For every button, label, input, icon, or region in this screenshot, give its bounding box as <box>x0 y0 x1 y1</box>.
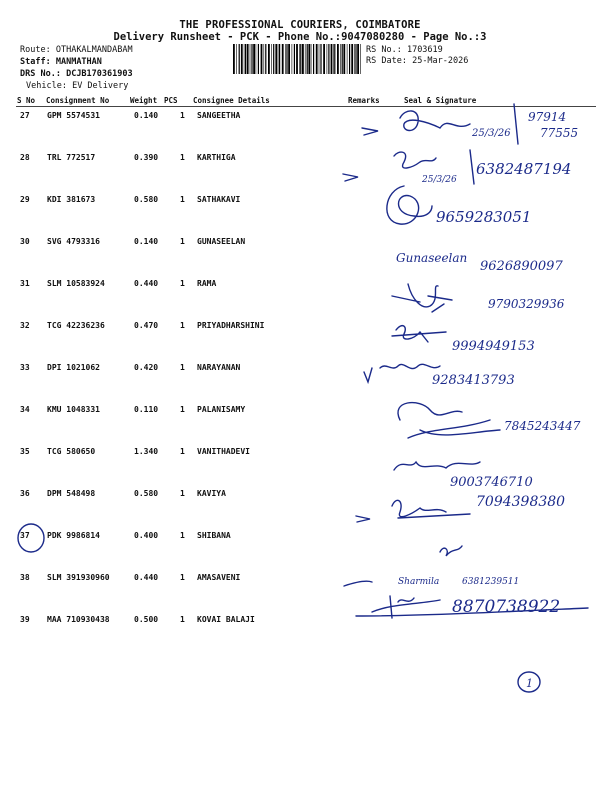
cell-sno: 39 <box>20 615 30 624</box>
arrow-mark-38 <box>344 581 372 586</box>
barcode-bar <box>311 44 312 74</box>
cell-pcs: 1 <box>180 447 185 456</box>
barcode-bar <box>264 44 265 74</box>
barcode-bar <box>340 44 341 74</box>
barcode-bar <box>337 44 339 74</box>
divider-28 <box>470 150 474 184</box>
signature-35 <box>394 462 480 470</box>
barcode-bar <box>299 44 300 74</box>
barcode-bar <box>355 44 356 74</box>
barcode-bar <box>333 44 334 74</box>
cell-sno: 31 <box>20 279 30 288</box>
signature-28 <box>394 152 436 168</box>
arrow-mark-28 <box>343 174 358 181</box>
barcode-bar <box>241 44 243 74</box>
signature-29 <box>387 186 432 224</box>
barcode-bar <box>282 44 284 74</box>
col-pcs: PCS <box>164 96 178 105</box>
barcode-bar <box>294 44 295 74</box>
cell-sno: 30 <box>20 237 30 246</box>
signature-36 <box>392 500 470 518</box>
cell-weight: 0.140 <box>134 237 159 246</box>
barcode-bar <box>279 44 280 74</box>
hw-38-name: Sharmila <box>398 577 440 587</box>
barcode-bar <box>307 44 308 74</box>
cell-pcs: 1 <box>180 405 185 414</box>
cell-pcs: 1 <box>180 153 185 162</box>
cell-sno: 37 <box>20 531 30 540</box>
company-title: THE PROFESSIONAL COURIERS, COIMBATORE <box>179 19 421 31</box>
cell-sno: 35 <box>20 447 30 456</box>
col-seal: Seal & Signature <box>404 96 477 105</box>
barcode-bar <box>292 44 293 74</box>
hw-29-phone: 9659283051 <box>436 208 532 226</box>
cell-consignee: RAMA <box>197 279 217 288</box>
barcode-bar <box>334 44 335 74</box>
cell-consignment: SLM 391930960 <box>47 573 110 582</box>
barcode-bar <box>320 44 321 74</box>
tick-mark-33 <box>364 368 372 382</box>
barcode-bar <box>308 44 310 74</box>
barcode-bar <box>233 44 235 74</box>
cell-sno: 32 <box>20 321 30 330</box>
barcode-bar <box>286 44 287 74</box>
cell-sno: 36 <box>20 489 30 498</box>
cell-consignment: TCG 42236236 <box>47 321 105 330</box>
cell-consignee: PRIYADHARSHINI <box>197 321 265 330</box>
cell-consignee: GUNASEELAN <box>197 237 246 246</box>
cell-sno: 28 <box>20 153 30 162</box>
barcode-bar <box>273 44 274 74</box>
cell-weight: 0.400 <box>134 531 159 540</box>
hw-32-phone: 9994949153 <box>452 339 535 354</box>
rs-date-label: RS Date: <box>366 56 407 66</box>
barcode-bar <box>351 44 353 74</box>
barcode-bar <box>319 44 320 74</box>
hw-30-phone: 9626890097 <box>480 259 563 274</box>
hw-36-phone: 7094398380 <box>476 494 566 510</box>
barcode-bar <box>354 44 355 74</box>
barcode-bar <box>349 44 350 74</box>
signature-27 <box>400 111 470 131</box>
cell-weight: 1.340 <box>134 447 159 456</box>
cell-pcs: 1 <box>180 363 185 372</box>
rs-date-value: 25-Mar-2026 <box>412 56 469 66</box>
signature-37 <box>440 546 462 556</box>
cell-consignee: SHIBANA <box>197 531 231 540</box>
page-mark-circle <box>518 672 540 692</box>
underline-38 <box>356 608 588 616</box>
barcode-bar <box>296 44 298 74</box>
cell-weight: 0.390 <box>134 153 159 162</box>
barcode-bar <box>265 44 266 74</box>
cell-sno: 34 <box>20 405 30 414</box>
hw-31-phone: 9790329936 <box>488 297 565 311</box>
staff-label: Staff: <box>20 57 51 67</box>
cell-consignment: KDI 381673 <box>47 195 96 204</box>
vehicle-value: EV Delivery <box>72 81 129 91</box>
barcode-bar <box>328 44 329 74</box>
cell-weight: 0.580 <box>134 489 159 498</box>
barcode-bar <box>268 44 270 74</box>
cell-consignment: SVG 4793316 <box>47 237 100 246</box>
cell-pcs: 1 <box>180 573 185 582</box>
cell-consignee: KARTHIGA <box>197 153 236 162</box>
cell-consignment: MAA 710930438 <box>47 615 110 624</box>
cell-consignee: VANITHADEVI <box>197 447 250 456</box>
signature-32 <box>392 326 446 342</box>
cell-pcs: 1 <box>180 279 185 288</box>
hw-27-date: 25/3/26 <box>472 128 511 139</box>
barcode-bar <box>360 44 361 74</box>
barcode-bar <box>327 44 328 74</box>
col-consignee: Consignee Details <box>193 96 270 105</box>
hw-30-name: Gunaseelan <box>396 251 468 265</box>
cell-consignment: DPI 1021062 <box>47 363 100 372</box>
barcode-bar <box>244 44 245 74</box>
cell-consignment: GPM 5574531 <box>47 111 100 120</box>
barcode-bar <box>313 44 314 74</box>
cell-consignee: NARAYANAN <box>197 363 241 372</box>
hw-27-phone-a: 97914 <box>528 110 567 124</box>
cell-pcs: 1 <box>180 531 185 540</box>
cell-pcs: 1 <box>180 195 185 204</box>
barcode-bar <box>253 44 255 74</box>
cell-sno: 29 <box>20 195 30 204</box>
cell-consignment: TCG 580650 <box>47 447 96 456</box>
rs-date-line <box>366 56 468 67</box>
cell-consignee: SATHAKAVI <box>197 195 241 204</box>
hw-27-phone-b: 77555 <box>540 126 579 140</box>
cell-weight: 0.500 <box>134 615 159 624</box>
barcode-image <box>233 44 361 74</box>
barcode-bar <box>302 44 304 74</box>
cell-weight: 0.470 <box>134 321 159 330</box>
barcode-bar <box>342 44 343 74</box>
hw-28-date: 25/3/26 <box>422 175 457 185</box>
route-value: OTHAKALMANDABAM <box>55 45 133 55</box>
barcode-bar <box>316 44 318 74</box>
cell-weight: 0.580 <box>134 195 159 204</box>
hw-38-phone-small: 6381239511 <box>462 577 520 587</box>
barcode-bar <box>347 44 348 74</box>
cell-consignment: DPM 548498 <box>47 489 96 498</box>
drs-value: DCJB170361903 <box>66 69 133 79</box>
hw-28-phone: 6382487194 <box>476 160 572 178</box>
cell-pcs: 1 <box>180 237 185 246</box>
barcode-bar <box>323 44 325 74</box>
header-rule <box>16 106 596 107</box>
cell-consignment: SLM 10583924 <box>47 279 105 288</box>
rs-info <box>366 45 468 67</box>
barcode-bar <box>331 44 333 74</box>
hw-34-phone: 7845243447 <box>504 419 581 433</box>
col-consignment: Consignment No <box>46 96 110 105</box>
barcode-bar <box>261 44 263 74</box>
barcode-bar <box>343 44 345 74</box>
hw-35-phone: 9003746710 <box>450 475 533 490</box>
cell-weight: 0.440 <box>134 279 159 288</box>
cell-pcs: 1 <box>180 321 185 330</box>
divider-27 <box>514 104 518 144</box>
barcode-bar <box>251 44 252 74</box>
drs-line <box>20 69 133 80</box>
arrow-mark-36 <box>356 516 370 522</box>
barcode-bar <box>250 44 251 74</box>
signature-34 <box>398 403 500 438</box>
barcode-bar <box>258 44 259 74</box>
col-weight: Weight <box>130 96 158 105</box>
col-sno: S No <box>17 96 36 105</box>
barcode-bar <box>271 44 272 74</box>
signature-31 <box>392 284 452 312</box>
barcode-bar <box>245 44 246 74</box>
signature-33 <box>380 364 440 368</box>
barcode-bar <box>288 44 290 74</box>
cell-weight: 0.420 <box>134 363 159 372</box>
hw-page-mark: 1 <box>526 677 533 690</box>
cell-pcs: 1 <box>180 111 185 120</box>
cell-consignee: KAVIYA <box>197 489 226 498</box>
cell-consignment: KMU 1048331 <box>47 405 100 414</box>
barcode-bar <box>236 44 237 74</box>
rs-no-label: RS No.: <box>366 45 402 55</box>
route-label: Route: <box>20 45 51 55</box>
hw-33-phone: 9283413793 <box>432 373 515 388</box>
cell-consignment: PDK 9986814 <box>47 531 100 540</box>
route-line <box>20 45 133 56</box>
staff-line <box>20 57 102 68</box>
barcode-bar <box>256 44 257 74</box>
barcode-bar <box>247 44 249 74</box>
rs-no-value: 1703619 <box>406 45 443 55</box>
signature-38 <box>372 596 440 618</box>
barcode-bar <box>357 44 359 74</box>
staff-value: MANMATHAN <box>55 57 102 67</box>
rs-no-line <box>366 45 468 56</box>
cell-pcs: 1 <box>180 615 185 624</box>
vehicle-line <box>26 81 128 92</box>
barcode-bar <box>300 44 301 74</box>
cell-consignee: PALANISAMY <box>197 405 246 414</box>
cell-pcs: 1 <box>180 489 185 498</box>
col-remarks: Remarks <box>348 96 380 105</box>
cell-weight: 0.110 <box>134 405 159 414</box>
cell-weight: 0.440 <box>134 573 159 582</box>
barcode-bar <box>275 44 277 74</box>
cell-consignment: TRL 772517 <box>47 153 96 162</box>
cell-consignee: SANGEETHA <box>197 111 241 120</box>
cell-weight: 0.140 <box>134 111 159 120</box>
cell-consignee: AMASAVENI <box>197 573 241 582</box>
cell-sno: 33 <box>20 363 30 372</box>
drs-label: DRS No.: <box>20 69 61 79</box>
hw-38-phone-large: 8870738922 <box>452 597 561 617</box>
barcode-bar <box>285 44 286 74</box>
cell-sno: 27 <box>20 111 30 120</box>
arrow-mark-27 <box>362 128 378 135</box>
runsheet-subtitle: Delivery Runsheet - PCK - Phone No.:9047080280 - Page No.:3 <box>113 31 487 43</box>
barcode-bar <box>239 44 240 74</box>
cell-consignee: KOVAI BALAJI <box>197 615 255 624</box>
barcode-bar <box>278 44 279 74</box>
vehicle-label: Vehicle: <box>26 81 67 91</box>
cell-sno: 38 <box>20 573 30 582</box>
barcode-bar <box>305 44 306 74</box>
